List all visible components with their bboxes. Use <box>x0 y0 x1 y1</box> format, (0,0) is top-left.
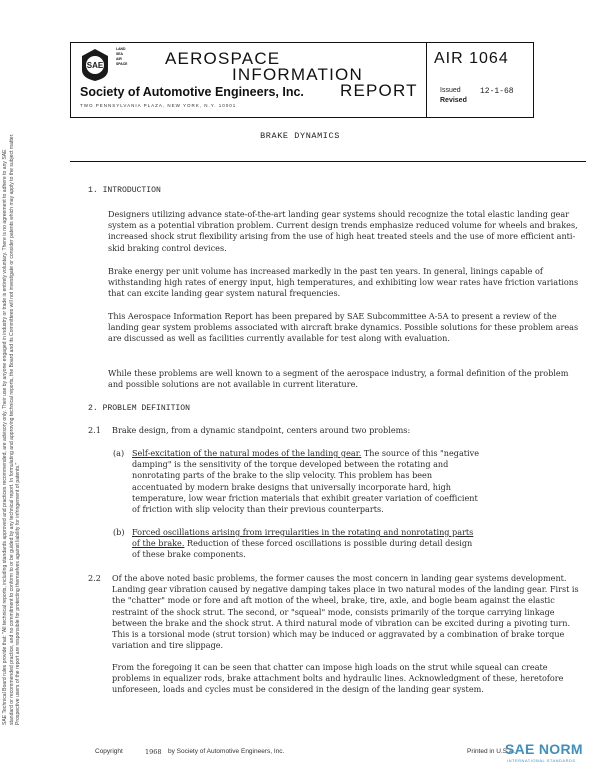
item-a-heading: Self-excitation of the natural modes of the landing gear. <box>132 448 362 458</box>
section-2-2-paragraph-2: From the foregoing it can be seen that chatter can impose high loads on the strut while squeal can create problems in equalizer rods, brake attachment bolts and hydraulic lines. Acknowledgment of these, heretofore unforeseen, loads and cycles must be considered in the design of the landing gear system. <box>112 662 564 695</box>
item-a-body: The source of this "negative damping" is the sensitivity of the torque developed between the rotating and nonrotating parts of the brake to the slip velocity. This problem has been accentuated by modern brake designs that universally incorporate hard, high temperature, low wear friction materials that exhibit greater variation of coefficient of friction with slip velocity than their previous counterparts. <box>132 448 479 515</box>
watermark: SAE NORM <box>505 741 583 757</box>
section-2-2-number: 2.2 <box>88 573 101 583</box>
society-address: TWO PENNSYLVANIA PLAZA, NEW YORK, N.Y. 10001 <box>80 103 237 108</box>
copyright-year: 1968 <box>145 748 162 756</box>
item-a-text <box>132 448 482 515</box>
title-information: INFORMATION <box>232 65 363 84</box>
section-2-1-number: 2.1 <box>88 425 101 435</box>
copyright-holder: by Society of Automotive Engineers, Inc. <box>168 748 285 755</box>
document-title: BRAKE DYNAMICS <box>260 131 340 141</box>
item-b-heading: Forced oscillations arising from irregularities in the rotating and nonrotating parts of the brake. <box>132 527 474 549</box>
section-1-heading: 1. INTRODUCTION <box>88 186 161 195</box>
section-2-1-text: Brake design, from a dynamic standpoint, centers around two problems: <box>112 425 411 435</box>
issued-label: Issued <box>440 87 461 94</box>
society-name: Society of Automotive Engineers, Inc. <box>80 85 304 99</box>
title-report: REPORT <box>340 81 418 100</box>
item-a-label: (a) <box>113 448 125 458</box>
title-aerospace: AEROSPACE <box>165 49 281 68</box>
printed-in: Printed in U.S.A. <box>467 748 516 755</box>
header-bottom-rule <box>70 117 534 118</box>
intro-paragraph-4: While these problems are well known to a segment of the aerospace industry, a formal definition of the problem and possible solutions are not available in current literature. <box>108 368 569 390</box>
revised-label: Revised <box>440 97 467 104</box>
item-b-label: (b) <box>113 527 125 537</box>
side-notice: SAE Technical Board rules provide that: "All technical reports, including standards approved and practices recommended, are advisory only. Their use by anyone engaged in industry or trade is entirely voluntary. There is no agreement to adhere to any SAE standard or recommended practice, and no commitment to conform to or be guided by any technical report. In formulating and approving technical reports, the Board and its Committees will not investigate or consider patents which may apply to the subject matter. Prospective users of the report are responsible for protecting themselves against liability for infringement of patents." <box>2 133 22 725</box>
item-b-text <box>132 527 482 561</box>
section-2-2-text: Of the above noted basic problems, the former causes the most concern in landing gear systems development. Landing gear vibration caused by negative damping takes place in two natural modes of the landing gear. First is the "chatter" mode or fore and aft motion of the wheel, brake, tire, axle, and bogie beam against the elastic restraint of the shock strut. The second, or "squeal" mode, consists primarily of the torque carrying linkage between the brake and the shock strut. A third natural mode of vibration can be excited during a pivoting turn. This is a torsional mode (strut torsion) which may be induced or aggravated by a combination of brake torque variation and tire slippage. <box>112 573 579 651</box>
copyright-label: Copyright <box>95 748 123 755</box>
issued-date: 12-1-68 <box>480 87 514 96</box>
intro-paragraph-2: Brake energy per unit volume has increased markedly in the past ten years. In general, linings capable of withstanding high rates of energy input, high temperatures, and exhibiting low wear rates have friction variations that can excite landing gear system natural frequencies. <box>108 266 579 299</box>
sae-logo-icon <box>80 48 110 82</box>
header-divider <box>426 42 427 117</box>
item-b-body: Reduction of these forced oscillations is possible during detail design of these brake components. <box>132 538 473 560</box>
svg-text:SAE: SAE <box>86 61 104 70</box>
section-2-heading: 2. PROBLEM DEFINITION <box>88 404 190 413</box>
intro-paragraph-3: This Aerospace Information Report has been prepared by SAE Subcommittee A-5A to present a review of the landing gear system problems associated with aircraft brake dynamics. Possible solutions for these problem areas are discussed as well as facilities currently available for test along with evaluation. <box>108 311 579 344</box>
intro-paragraph-1: Designers utilizing advance state-of-the-art landing gear systems should recognize the total elastic landing gear system as a potential vibration problem. Current design trends emphasize reduced volume for wheels and brakes, increased shock strut flexibility arising from the use of high heat treated steels and the use of more efficient anti-skid braking control devices. <box>108 209 578 253</box>
title-rule <box>70 161 586 162</box>
document-number: AIR 1064 <box>434 50 509 67</box>
logo-caption: LAND SEA AIR SPACE <box>116 47 128 66</box>
watermark-subtitle: INTERNATIONAL STANDARDS <box>507 758 576 763</box>
